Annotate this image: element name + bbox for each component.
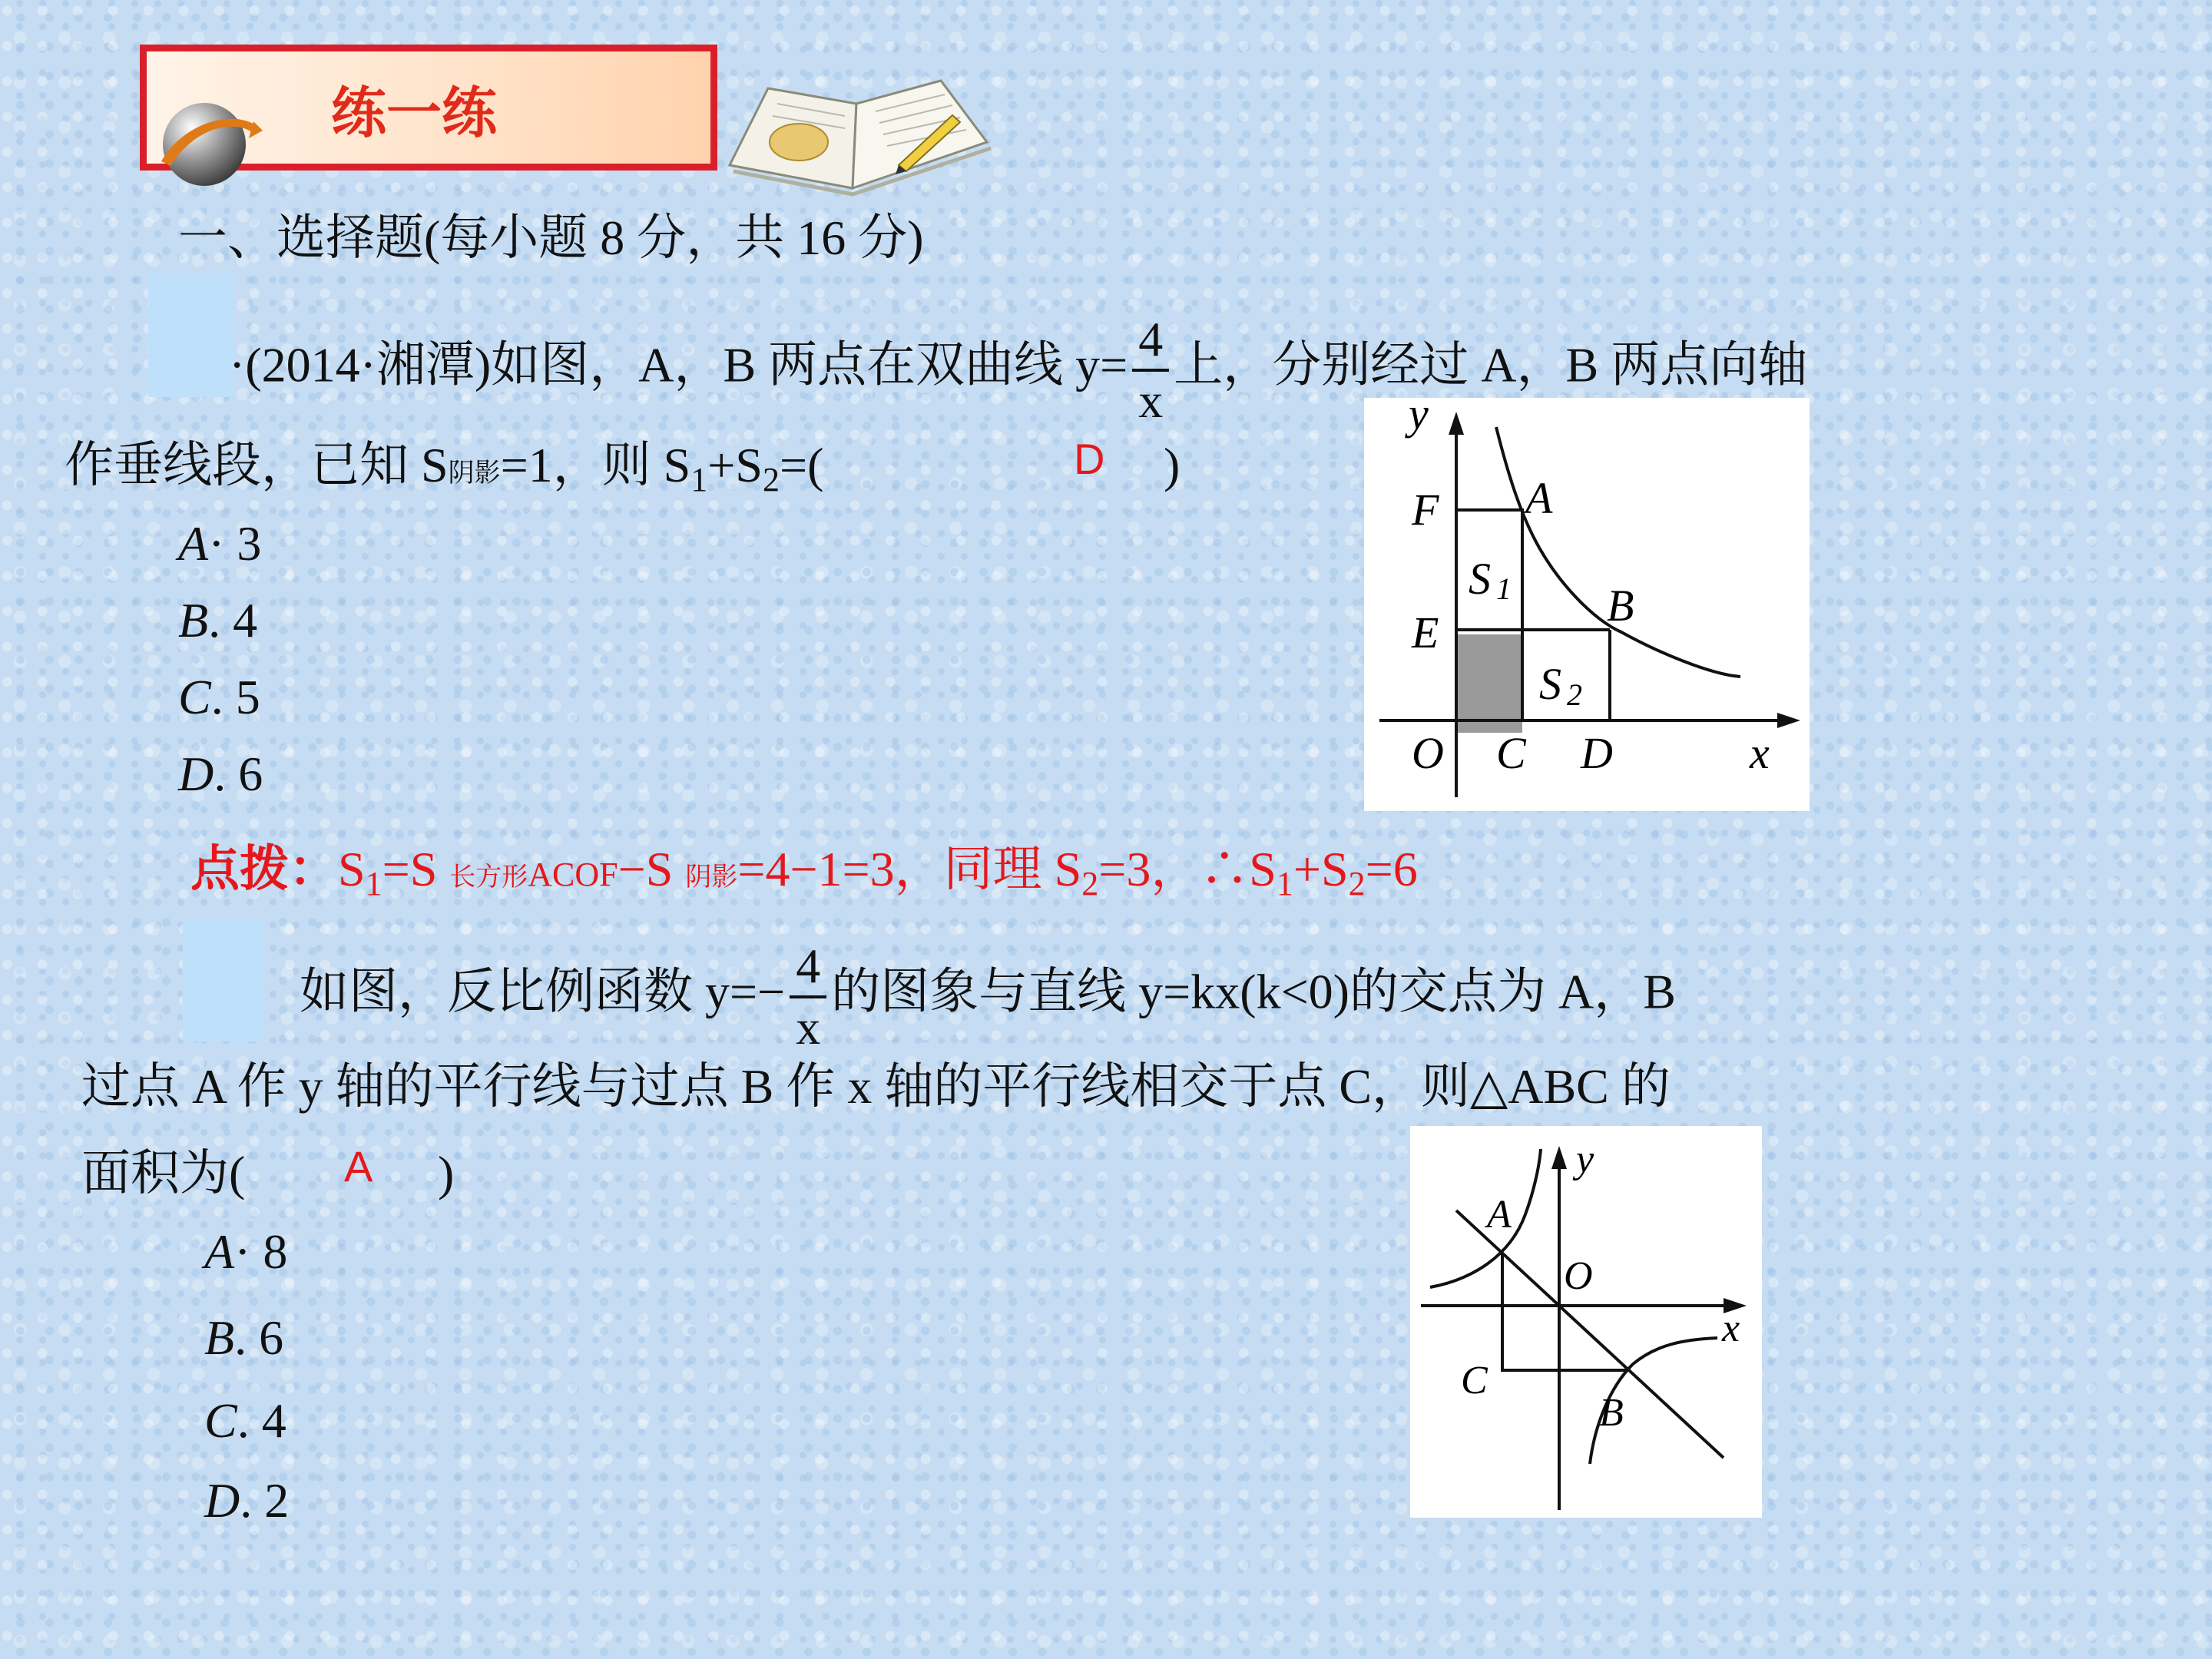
fig1-label-s1-sub: 1 — [1496, 571, 1512, 606]
section-title: 一、选择题(每小题 8 分，共 16 分) — [178, 210, 924, 265]
fig1-label-s1: S — [1469, 554, 1491, 604]
q2-frac-den: x — [796, 1000, 821, 1055]
fig1-label-s2: S — [1539, 659, 1561, 709]
q1-option-c[interactable]: C. 5 — [178, 670, 260, 724]
fig1-label-e: E — [1412, 608, 1439, 657]
fig1-label-a: A — [1525, 473, 1553, 523]
fig1-label-c: C — [1496, 728, 1526, 778]
fig1-label-o: O — [1412, 728, 1444, 778]
q2-line1 — [300, 939, 1676, 1055]
q2-line2: 过点 A 作 y 轴的平行线与过点 B 作 x 轴的平行线相交于点 C，则△ABC 的 — [81, 1059, 1671, 1114]
fig2-label-x: x — [1722, 1306, 1740, 1350]
q2-close-paren: ) — [438, 1146, 455, 1200]
q1-option-a[interactable]: A· 3 — [178, 516, 262, 571]
q2-figure — [1410, 1126, 1762, 1518]
q1-fraction — [1132, 312, 1169, 428]
q1-line2: 作垂线段，已知 S阴影=1，则 $S_1+S_2=$( — [65, 438, 824, 498]
shaded-rectangle — [1456, 634, 1522, 733]
q1-option-b[interactable]: B. 4 — [178, 593, 258, 647]
open-book-icon — [722, 73, 995, 200]
hint-label: 点拨： — [190, 841, 338, 898]
fig2-label-b: B — [1599, 1391, 1624, 1435]
q2-suffix: 的图象与直线 y=kx(k<0)的交点为 A，B — [831, 964, 1676, 1019]
q2-option-d[interactable]: D. 2 — [204, 1473, 290, 1528]
fig2-label-c: C — [1461, 1359, 1488, 1402]
q2-option-c[interactable]: C. 4 — [204, 1393, 286, 1448]
q1-frac-num: 4 — [1132, 315, 1169, 372]
fig1-label-s2-sub: 2 — [1567, 677, 1582, 712]
question-number-placeholder — [148, 274, 234, 397]
q2-frac-num: 4 — [790, 942, 826, 998]
q2-option-a[interactable]: A· 8 — [204, 1224, 288, 1279]
fig1-label-y: y — [1409, 398, 1429, 439]
fig1-label-x: x — [1750, 728, 1770, 778]
q1-option-d[interactable]: D. 6 — [178, 747, 263, 801]
q1-prefix: ·(2014·湘潭)如图，A，B 两点在双曲线 y= — [229, 337, 1128, 392]
q1-suffix: 上，分别经过 A，B 两点向轴 — [1174, 337, 1808, 392]
fig1-label-d: D — [1581, 728, 1613, 778]
q2-fraction — [790, 939, 826, 1055]
fig2-label-o: O — [1564, 1254, 1593, 1298]
q2-option-b[interactable]: B. 6 — [204, 1310, 284, 1365]
q2-line3: 面积为( — [81, 1146, 246, 1200]
q1-hint: 点拨：$S_1=S$ 长方形ACOF−S 阴影=4−1=3，同理 $S_2=3$，$\therefore S_1+S_2=6$ — [190, 841, 1418, 902]
fig1-label-f: F — [1412, 485, 1439, 535]
header-title: 练一练 — [331, 81, 498, 145]
q1-close-paren: ) — [1164, 438, 1181, 492]
fig1-label-b: B — [1607, 581, 1634, 631]
q2-answer: A — [344, 1142, 373, 1190]
question-number-placeholder-2 — [183, 919, 264, 1041]
globe-icon — [154, 91, 269, 190]
fig2-label-a: A — [1487, 1193, 1512, 1237]
q1-frac-den: x — [1138, 373, 1164, 428]
q2-prefix: 如图，反比例函数 y=− — [300, 964, 786, 1019]
q1-figure — [1364, 398, 1810, 811]
q1-answer: D — [1074, 435, 1105, 483]
fig2-label-y: y — [1576, 1137, 1594, 1181]
